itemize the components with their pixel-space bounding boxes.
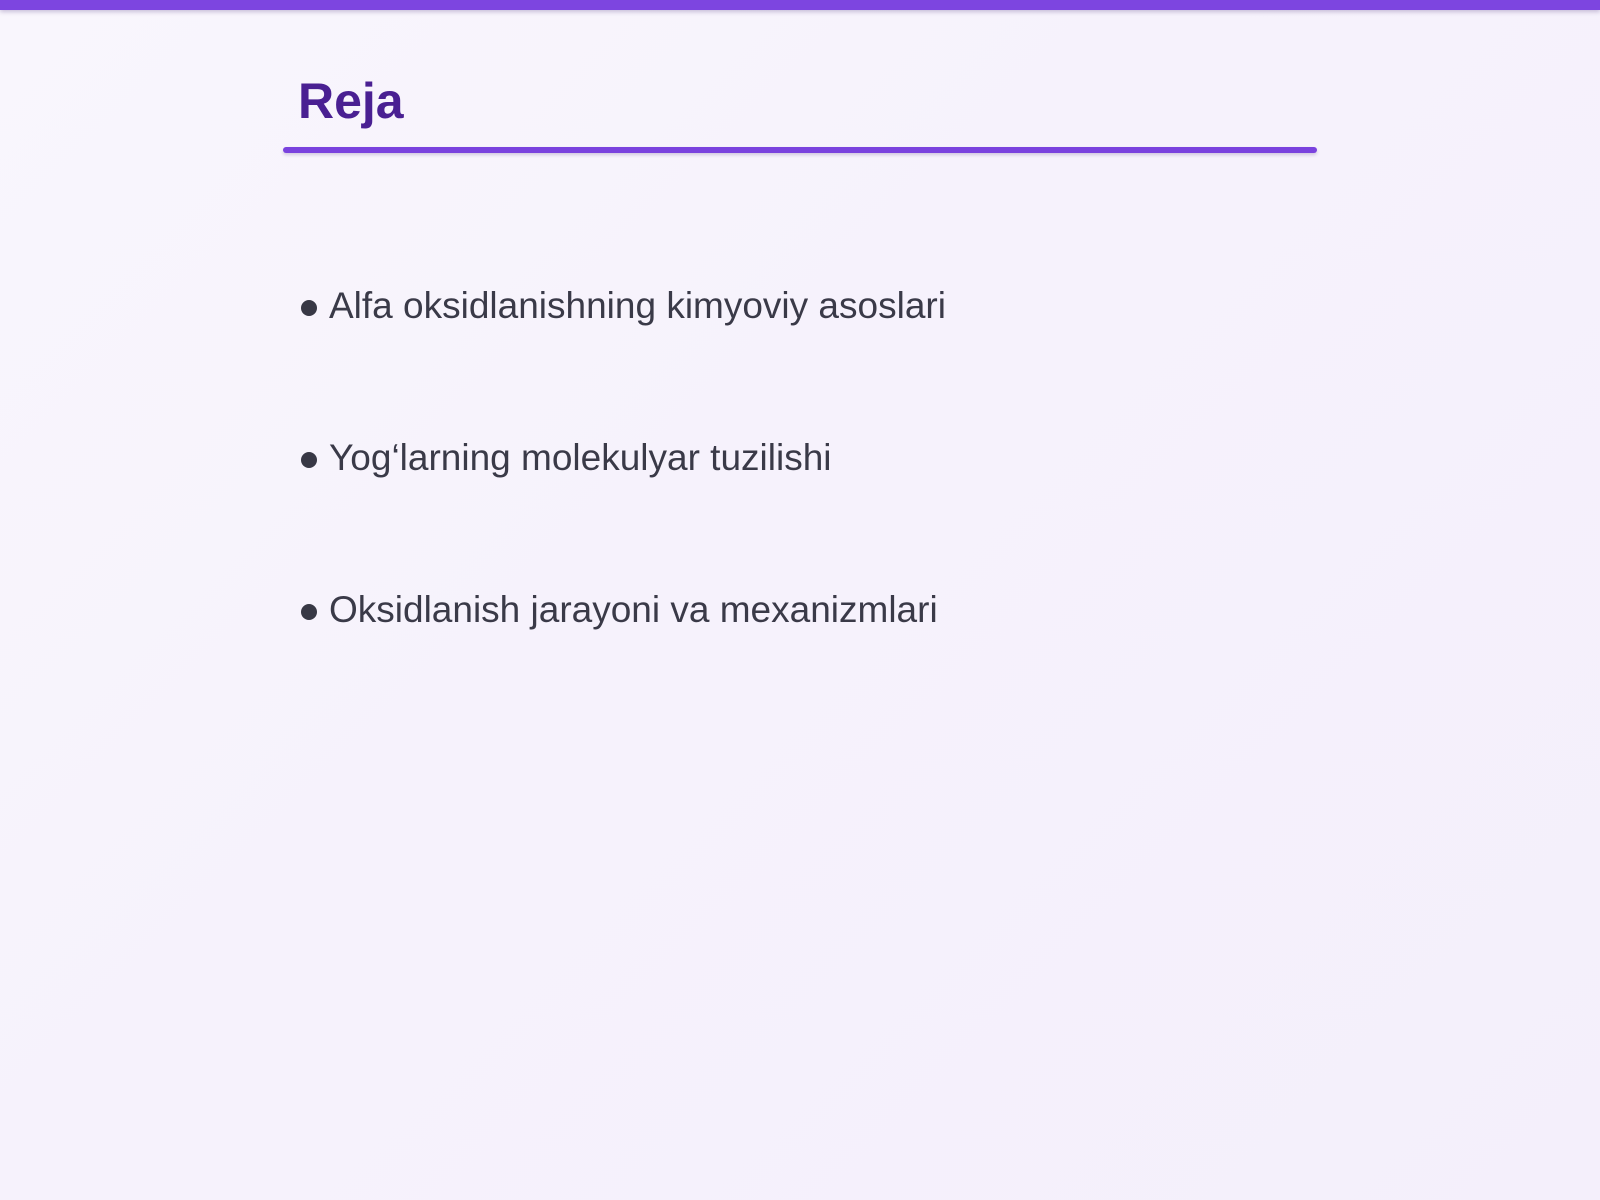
bullet-text: Yog‘larning molekulyar tuzilishi bbox=[329, 437, 832, 478]
bullet-dot-icon bbox=[301, 300, 317, 316]
bullet-text: Alfa oksidlanishning kimyoviy asoslari bbox=[329, 285, 946, 326]
top-accent-bar bbox=[0, 0, 1600, 10]
bullet-item bbox=[300, 275, 1300, 427]
bullet-text: Oksidlanish jarayoni va mexanizmlari bbox=[329, 589, 938, 630]
slide-title: Reja bbox=[298, 73, 404, 129]
bullet-item bbox=[300, 427, 1300, 579]
bullet-dot-icon bbox=[301, 604, 317, 620]
bullet-dot-icon bbox=[301, 452, 317, 468]
title-underline bbox=[283, 147, 1317, 153]
bullet-item bbox=[300, 579, 1300, 731]
bullet-list bbox=[300, 275, 1300, 731]
